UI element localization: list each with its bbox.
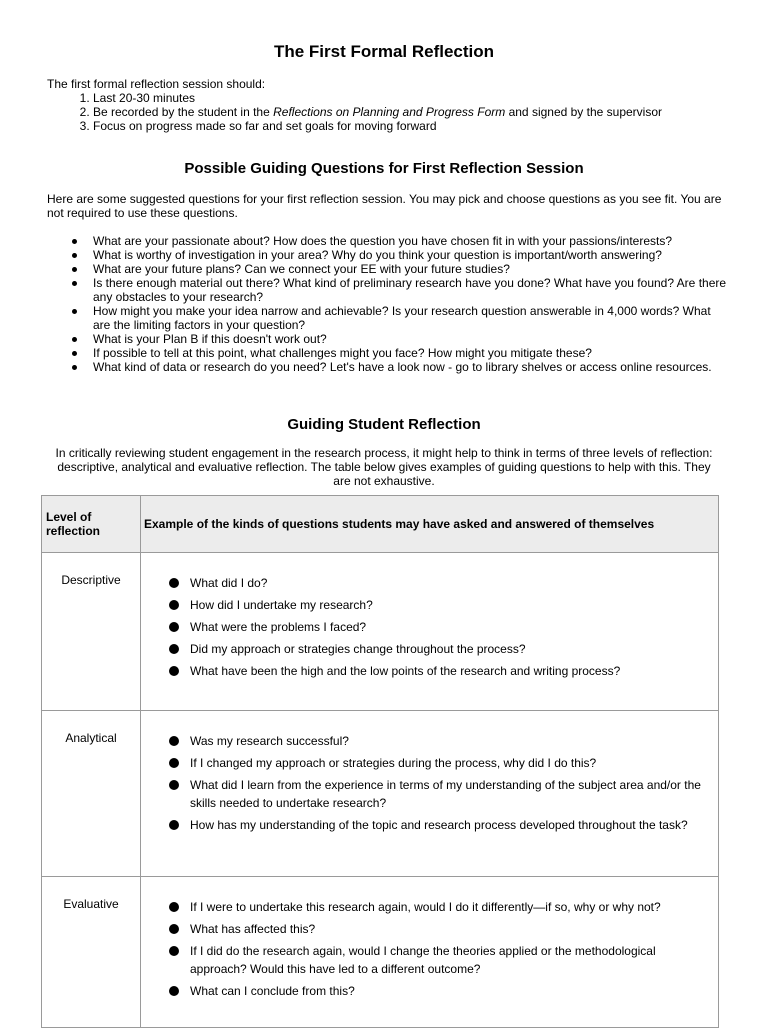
questions-heading: Possible Guiding Questions for First Reflection Session bbox=[184, 160, 584, 177]
intro-list bbox=[47, 91, 737, 133]
list-item: What are your passionate about? How does the question you have chosen fit in with your passions/interests? bbox=[47, 234, 727, 248]
reflection-table bbox=[41, 495, 719, 1028]
intro-item bbox=[93, 119, 737, 133]
list-item: What have been the high and the low points of the research and writing process? bbox=[168, 662, 714, 680]
list-item: If I were to undertake this research again, would I do it differently—if so, why or why not? bbox=[168, 898, 714, 916]
level-cell: Analytical bbox=[42, 711, 141, 877]
table-row bbox=[42, 553, 719, 711]
questions-intro-paragraph: Here are some suggested questions for your first reflection session. You may pick and choose questions as you see fit. You are not required to use these questions. bbox=[47, 192, 722, 220]
table-header-row bbox=[42, 496, 719, 553]
intro-item-text: Focus on progress made so far and set goals for moving forward bbox=[93, 119, 437, 133]
intro-section bbox=[47, 77, 737, 133]
list-item: What are your future plans? Can we connect your EE with your future studies? bbox=[47, 262, 727, 276]
header-level: Level of reflection bbox=[42, 496, 141, 553]
list-item: What did I do? bbox=[168, 574, 714, 592]
list-item: If I changed my approach or strategies during the process, why did I do this? bbox=[168, 754, 714, 772]
table-row bbox=[42, 877, 719, 1028]
question-list bbox=[168, 732, 714, 834]
guiding-reflection-paragraph: In critically reviewing student engagement in the research process, it might help to think in terms of three levels of reflection: descriptive, analytical and evaluative reflection. The table below gives examples of guiding questions to help with this. They are not exhaustive. bbox=[55, 446, 713, 488]
list-item: What is worthy of investigation in your area? Why do you think your question is important/worth answering? bbox=[47, 248, 727, 262]
list-item: Did my approach or strategies change throughout the process? bbox=[168, 640, 714, 658]
question-list bbox=[168, 574, 714, 680]
list-item: If I did do the research again, would I change the theories applied or the methodological approach? Would this have led to a different outcome? bbox=[168, 942, 714, 978]
questions-cell bbox=[141, 877, 719, 1028]
list-item: What did I learn from the experience in terms of my understanding of the subject area and/or the skills needed to undertake research? bbox=[168, 776, 714, 812]
list-item: How might you make your idea narrow and achievable? Is your research question answerable in 4,000 words? What are the limiting factors in your question? bbox=[47, 304, 727, 332]
list-item: Was my research successful? bbox=[168, 732, 714, 750]
intro-item bbox=[93, 105, 737, 119]
level-cell: Evaluative bbox=[42, 877, 141, 1028]
list-item: What were the problems I faced? bbox=[168, 618, 714, 636]
list-item: Is there enough material out there? What kind of preliminary research have you done? What have you found? Are there any obstacles to your research? bbox=[47, 276, 727, 304]
list-item: If possible to tell at this point, what challenges might you face? How might you mitigate these? bbox=[47, 346, 727, 360]
list-item: What kind of data or research do you need? Let's have a look now - go to library shelves or access online resources. bbox=[47, 360, 727, 374]
intro-lead: The first formal reflection session should: bbox=[47, 77, 266, 91]
page-title: The First Formal Reflection bbox=[273, 42, 495, 61]
form-name: Reflections on Planning and Progress Form bbox=[273, 105, 506, 119]
table-row bbox=[42, 711, 719, 877]
intro-item-text: Be recorded by the student in the bbox=[93, 105, 274, 119]
question-list bbox=[168, 898, 714, 1000]
intro-item-text: and signed by the supervisor bbox=[505, 105, 663, 119]
header-examples: Example of the kinds of questions students may have asked and answered of themselves bbox=[141, 496, 719, 553]
list-item: What has affected this? bbox=[168, 920, 714, 938]
questions-cell bbox=[141, 553, 719, 711]
level-cell: Descriptive bbox=[42, 553, 141, 711]
guiding-questions-list bbox=[47, 234, 727, 374]
intro-item-text: Last 20-30 minutes bbox=[93, 91, 196, 105]
list-item: How has my understanding of the topic and research process developed throughout the task? bbox=[168, 816, 714, 834]
questions-cell bbox=[141, 711, 719, 877]
intro-item bbox=[93, 91, 737, 105]
list-item: What is your Plan B if this doesn't work out? bbox=[47, 332, 727, 346]
list-item: How did I undertake my research? bbox=[168, 596, 714, 614]
list-item: What can I conclude from this? bbox=[168, 982, 714, 1000]
guiding-reflection-heading: Guiding Student Reflection bbox=[287, 416, 481, 433]
